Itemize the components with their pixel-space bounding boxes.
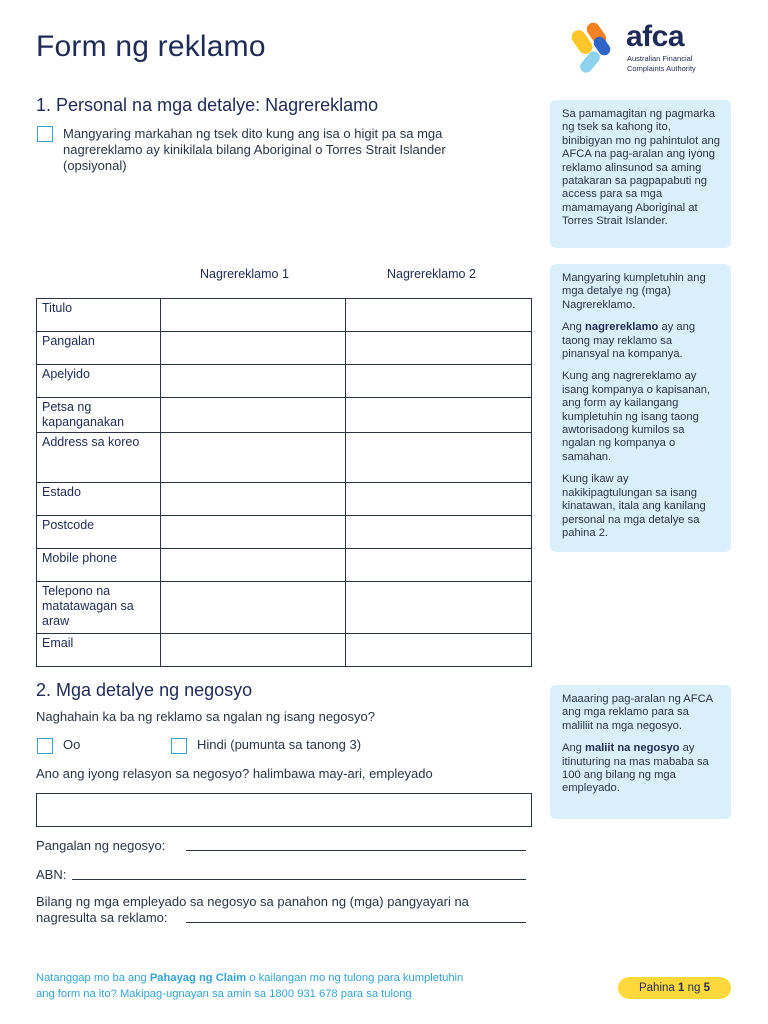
aboriginal-checkbox[interactable]	[37, 126, 53, 142]
aboriginal-checkbox-label: Mangyaring markahan ng tsek dito kung ang isa o higit pa sa mga nagrereklamo ay kinikilala bilang Aboriginal o Torres Strait Islander (opsiyonal)	[63, 126, 446, 173]
sidebar-note-business	[550, 685, 731, 819]
logo-subtitle: Australian Financial Complaints Authority	[627, 54, 696, 73]
complainant-2-field[interactable]	[346, 634, 532, 667]
employees-field[interactable]	[186, 922, 526, 923]
sidebar-note-text: Ang maliit na negosyo ay itinuturing na mas mababa sa 100 ang bilang ng mga empleyado.	[562, 742, 709, 795]
abn-label: ABN:	[36, 867, 67, 882]
relationship-input[interactable]	[36, 793, 532, 827]
complainant-1-field[interactable]	[160, 299, 346, 332]
employees-label-line1: Bilang ng mga empleyado sa negosyo sa panahon ng (mga) pangyayari na	[36, 894, 469, 909]
complainant-1-field[interactable]	[160, 433, 346, 483]
row-label: Apelyido	[37, 365, 161, 398]
row-label: Email	[37, 634, 161, 667]
logo-wordmark: afca	[626, 20, 685, 53]
row-label: Telepono na matatawagan sa araw	[37, 582, 161, 634]
table-row	[37, 634, 532, 667]
abn-field[interactable]	[72, 879, 526, 880]
business-no-checkbox[interactable]	[171, 738, 187, 754]
business-question: Naghahain ka ba ng reklamo sa ngalan ng isang negosyo?	[36, 709, 375, 724]
column-header-complainant-2: Nagrereklamo 2	[387, 267, 476, 281]
table-row	[37, 332, 532, 365]
row-label: Mobile phone	[37, 549, 161, 582]
complainant-2-field[interactable]	[346, 365, 532, 398]
business-name-field[interactable]	[186, 850, 526, 851]
footer-help-text: Natanggap mo ba ang Pahayag ng Claim o kailangan mo ng tulong para kumpletuhin ang form na ito? Makipag-ugnayan sa amin sa 1800 931 678 para sa tulong	[36, 972, 464, 1000]
afca-logo	[572, 20, 722, 80]
complainant-2-field[interactable]	[346, 433, 532, 483]
row-label: Postcode	[37, 516, 161, 549]
business-yes-label: Oo	[63, 737, 81, 752]
sidebar-note-text: Ang nagrereklamo ay ang taong may reklamo sa pinansyal na kompanya.	[562, 321, 696, 361]
row-label: Titulo	[37, 299, 161, 332]
column-header-complainant-1: Nagrereklamo 1	[200, 267, 289, 281]
row-label: Estado	[37, 483, 161, 516]
row-label: Address sa koreo	[37, 433, 161, 483]
complainant-1-field[interactable]	[160, 365, 346, 398]
section1-heading: 1. Personal na mga detalye: Nagrereklamo	[36, 95, 379, 115]
complainant-2-field[interactable]	[346, 582, 532, 634]
complainant-2-field[interactable]	[346, 549, 532, 582]
section2-heading: 2. Mga detalye ng negosyo	[36, 680, 253, 700]
complainant-2-field[interactable]	[346, 299, 532, 332]
table-row	[37, 483, 532, 516]
table-row	[37, 398, 532, 433]
page-title: Form ng reklamo	[36, 30, 266, 63]
page-indicator: Pahina 1 ng 5	[618, 977, 731, 999]
sidebar-note-aboriginal	[550, 100, 731, 248]
complainant-1-field[interactable]	[160, 332, 346, 365]
sidebar-note-complainant	[550, 264, 731, 552]
complainant-1-field[interactable]	[160, 582, 346, 634]
table-row	[37, 516, 532, 549]
complainant-2-field[interactable]	[346, 398, 532, 433]
sidebar-note-text: Kung ang nagrereklamo ay isang kompanya o kapisanan, ang form ay kailangang kumpletuhin ng isang taong awtorisadong kumilos sa ngalan ng kompanya o samahan.	[562, 370, 711, 463]
complainant-2-field[interactable]	[346, 483, 532, 516]
complainant-1-field[interactable]	[160, 398, 346, 433]
relationship-question: Ano ang iyong relasyon sa negosyo? halimbawa may-ari, empleyado	[36, 766, 433, 781]
complainant-1-field[interactable]	[160, 483, 346, 516]
row-label: Pangalan	[37, 332, 161, 365]
complainant-1-field[interactable]	[160, 516, 346, 549]
table-row	[37, 433, 532, 483]
complainant-1-field[interactable]	[160, 634, 346, 667]
table-row	[37, 365, 532, 398]
business-no-label: Hindi (pumunta sa tanong 3)	[197, 737, 362, 752]
table-row	[37, 582, 532, 634]
table-row	[37, 299, 532, 332]
complainant-2-field[interactable]	[346, 516, 532, 549]
sidebar-note-text: Maaaring pag-aralan ng AFCA ang mga reklamo para sa maliliit na mga negosyo.	[562, 693, 713, 732]
complainant-2-field[interactable]	[346, 332, 532, 365]
business-yes-checkbox[interactable]	[37, 738, 53, 754]
employees-label-line2: nagresulta sa reklamo:	[36, 910, 168, 925]
sidebar-note-text: Kung ikaw ay nakikipagtulungan sa isang kinatawan, itala ang kanilang personal na mga detalye sa pahina 2.	[562, 473, 706, 539]
business-name-label: Pangalan ng negosyo:	[36, 838, 166, 853]
complainant-1-field[interactable]	[160, 549, 346, 582]
sidebar-note-text: Sa pamamagitan ng pagmarka ng tsek sa kahong ito, binibigyan mo ng pahintulot ang AFCA na pag-aralan ang iyong reklamo alinsunod sa aming patakaran sa pagpapabuti ng access para sa mga mamamayang Aboriginal at Torres Strait Islander.	[562, 108, 720, 228]
table-row	[37, 549, 532, 582]
sidebar-note-text: Mangyaring kumpletuhin ang mga detalye ng (mga) Nagrereklamo.	[562, 272, 706, 311]
personal-details-table	[36, 298, 532, 667]
row-label: Petsa ng kapanganakan	[37, 398, 161, 433]
afca-logo-mark-icon	[572, 20, 622, 76]
